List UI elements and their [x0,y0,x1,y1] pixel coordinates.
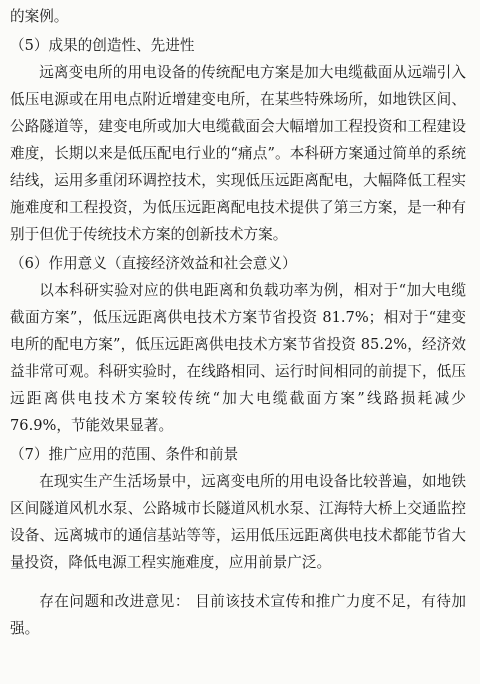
heading-7-promotion: （7）推广应用的范围、条件和前景 [10,446,239,463]
heading-6-significance: （6）作用意义（直接经济效益和社会意义） [10,255,297,272]
heading-5-innovation: （5）成果的创造性、先进性 [10,37,195,54]
paragraph-promotion: 在现实生产生活场景中，远离变电所的用电设备比较普遍，如地铁区间隧道风机水泵、公路城市长隧道风机水泵、江海特大桥上交通监控设备、远离城市的通信基站等等，运用低压远距离供电技术都能节省大量投资，降低电源工程实施难度，应用前景广泛。 [10,473,466,571]
paragraph-tail: 的案例。 [10,8,69,25]
paragraph-significance: 以本科研实验对应的供电距离和负载功率为例，相对于“加大电缆截面方案”，低压远距离供电技术方案节省投资 81.7%；相对于“建变电所的配电方案”，低压远距离供电技术方案节省投资 85.2%，经济效益非常可观。科研实验时，在线路相同、运行时间相同的前提下，低压远距离供电技术方案较传统“加大电缆截面方案”线路损耗减少 76.9%，节能效果显著。 [10,282,466,434]
paragraph-innovation: 远离变电所的用电设备的传统配电方案是加大电缆截面从远端引入低压电源或在用电点附近增建变电所，在某些特殊场所，如地铁区间、公路隧道等，建变电所或加大电缆截面会大幅增加工程投资和工程建设难度，长期以来是低压配电行业的“痛点”。本科研方案通过简单的系统结线，运用多重闭环调控技术，实现低压远距离配电，大幅降低工程实施难度和工程投资，为低压远距离配电技术提供了第三方案，是一种有别于但优于传统技术方案的创新技术方案。 [10,64,466,243]
paragraph-issues: 存在问题和改进意见： 目前该技术宣传和推广力度不足，有待加强。 [10,593,466,637]
